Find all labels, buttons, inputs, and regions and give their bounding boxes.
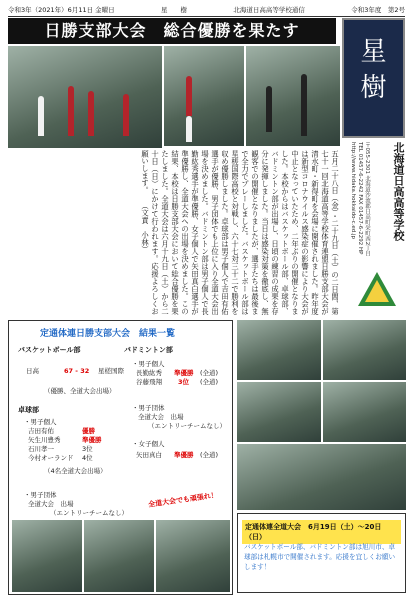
tabletennis-team-result: 全道大会 出場 — [28, 500, 74, 508]
tabletennis-team-note: （エントリーチームなし） — [50, 509, 128, 517]
badminton-female-heading: ・女子個人 — [132, 440, 165, 448]
basketball-note: （優勝、全道大会出場） — [44, 387, 116, 395]
article-byline: （文責 小林） — [141, 202, 150, 254]
award-photo-1 — [323, 382, 406, 442]
school-info: 〒055-2301 北海道沙流郡日高町栄町西2丁目 TEL 01457-6-2242 FAX 01457-6-2292 HP http://www.hidaka.hokkaido-c.ed.jp — [350, 142, 370, 257]
tabletennis-team-heading: ・男子団体 — [24, 491, 57, 499]
header-issue: 令和3年度 第2号 — [351, 6, 405, 14]
tabletennis-photo-1 — [12, 520, 82, 592]
tabletennis-heading: 卓球部 — [18, 406, 39, 414]
tt-row-2-result: 3位 — [82, 445, 93, 453]
basketball-opponent: 星槎国際 — [98, 367, 124, 375]
headline: 日勝支部大会 総合優勝を果たす — [8, 18, 336, 44]
tabletennis-individual-heading: ・男子個人 — [24, 418, 57, 426]
masthead-char-2: 樹 — [360, 73, 387, 103]
tabletennis-photo-3 — [156, 520, 230, 592]
page-header — [8, 4, 405, 17]
results-title: 定通体連日勝支部大会 結果一覧 — [40, 329, 176, 339]
tt-row-0-name: 吉田有佑 — [28, 427, 54, 435]
tt-row-1-result: 準優勝 — [82, 436, 102, 444]
header-publisher: 北海道日高高等学校通信 — [233, 6, 305, 14]
national-tournament-box — [237, 513, 406, 593]
masthead — [342, 18, 405, 138]
bm-female-0-extra: (全道) — [200, 451, 219, 459]
badminton-player-photo-2 — [323, 320, 406, 380]
cheer-message: 全道大会でも頑張れ！ — [147, 491, 219, 509]
bm-male-1-name: 谷藤飛翔 — [136, 378, 162, 386]
badminton-male-individual-heading: ・男子個人 — [132, 360, 165, 368]
national-tournament-body: バスケットボール部、バドミントン部は旭川市、卓球部は札幌市で開催されます。応援を宜しくお願いします！ — [244, 543, 396, 571]
basketball-photo — [8, 46, 162, 148]
bm-male-0-name: 長勤紘秀 — [136, 369, 162, 377]
bm-male-1-extra: (全道) — [200, 378, 219, 386]
badminton-photo-1 — [164, 46, 244, 146]
tt-row-3-name: 今村オーランド — [28, 454, 74, 462]
tabletennis-note: （4名全道大会出場） — [44, 467, 107, 475]
badminton-photo-2 — [246, 46, 340, 146]
badminton-male-team-note: （エントリーチームなし） — [148, 422, 226, 430]
tt-row-3-result: 4位 — [82, 454, 93, 462]
header-paper: 星 樹 — [161, 6, 187, 14]
masthead-char-1: 星 — [360, 37, 387, 67]
basketball-heading: バスケットボール部 — [18, 346, 81, 354]
badminton-male-team-heading: ・男子団体 — [132, 404, 165, 412]
basketball-score: 67 - 32 — [64, 367, 90, 375]
bm-female-0-name: 矢田真白 — [136, 451, 162, 459]
article-body — [12, 150, 340, 315]
basketball-team-photo — [237, 444, 406, 510]
header-date: 令和3年（2021年）6月11日 金曜日 — [8, 6, 115, 14]
bm-female-0-result: 準優勝 — [174, 451, 194, 459]
badminton-male-team-result: 全道大会 出場 — [138, 413, 184, 421]
tabletennis-photo-2 — [84, 520, 154, 592]
bm-male-0-result: 準優勝 — [174, 369, 194, 377]
national-tournament-title: 定通体連全道大会 6月19日（土）～20日（日） — [242, 520, 401, 544]
group-photo-1 — [237, 382, 321, 442]
tt-row-0-result: 優勝 — [82, 427, 95, 435]
basketball-team: 日高 — [26, 367, 39, 375]
bm-male-1-result: 3位 — [178, 378, 190, 386]
article-text: 五月二十八日（金）・二十九日（土）の二日間、第七十一回北海道高等学校体育連盟日勝支部大会が清水町・新得町を会場に開催されました。昨年度は新型コロナウイルス感染症の影響により大会が中止となっていたため、二年ぶりの開催となりました。本校からはバスケットボール部、卓球部、バドミントン部が出場し、日頃の練習の成果を存分に発揮しました。当日は感染対策を徹底し、無観客での開催となりましたが、選手たちは最後まで全力でプレーしました。バスケットボール部は星槎国際高校と対戦し、六十七対三十二で勝利を収め優勝しました。卓球部は男子個人で吉田有佑選手が優勝、男子団体でも上位に入り全道大会出場を決めました。バドミントン部は男子個人で長勤紘秀選手が準優勝、女子個人で矢田真白選手が準優勝し、全道大会への出場を決めました。この結果、本校は日勝支部大会において総合優勝を果たしました。全道大会は六月十九日（土）から二十日（日）にかけて行われます。応援よろしくお願いします。 — [141, 150, 340, 315]
bm-male-0-extra: (全道) — [200, 369, 219, 377]
badminton-heading: バドミントン部 — [124, 346, 173, 354]
tt-row-2-name: 石川孝一 — [28, 445, 54, 453]
school-name: 北海道日高高等学校 — [392, 142, 405, 241]
tt-row-1-name: 矢生川豊秀 — [28, 436, 61, 444]
badminton-player-photo-1 — [237, 320, 321, 380]
school-logo-icon — [356, 270, 398, 310]
